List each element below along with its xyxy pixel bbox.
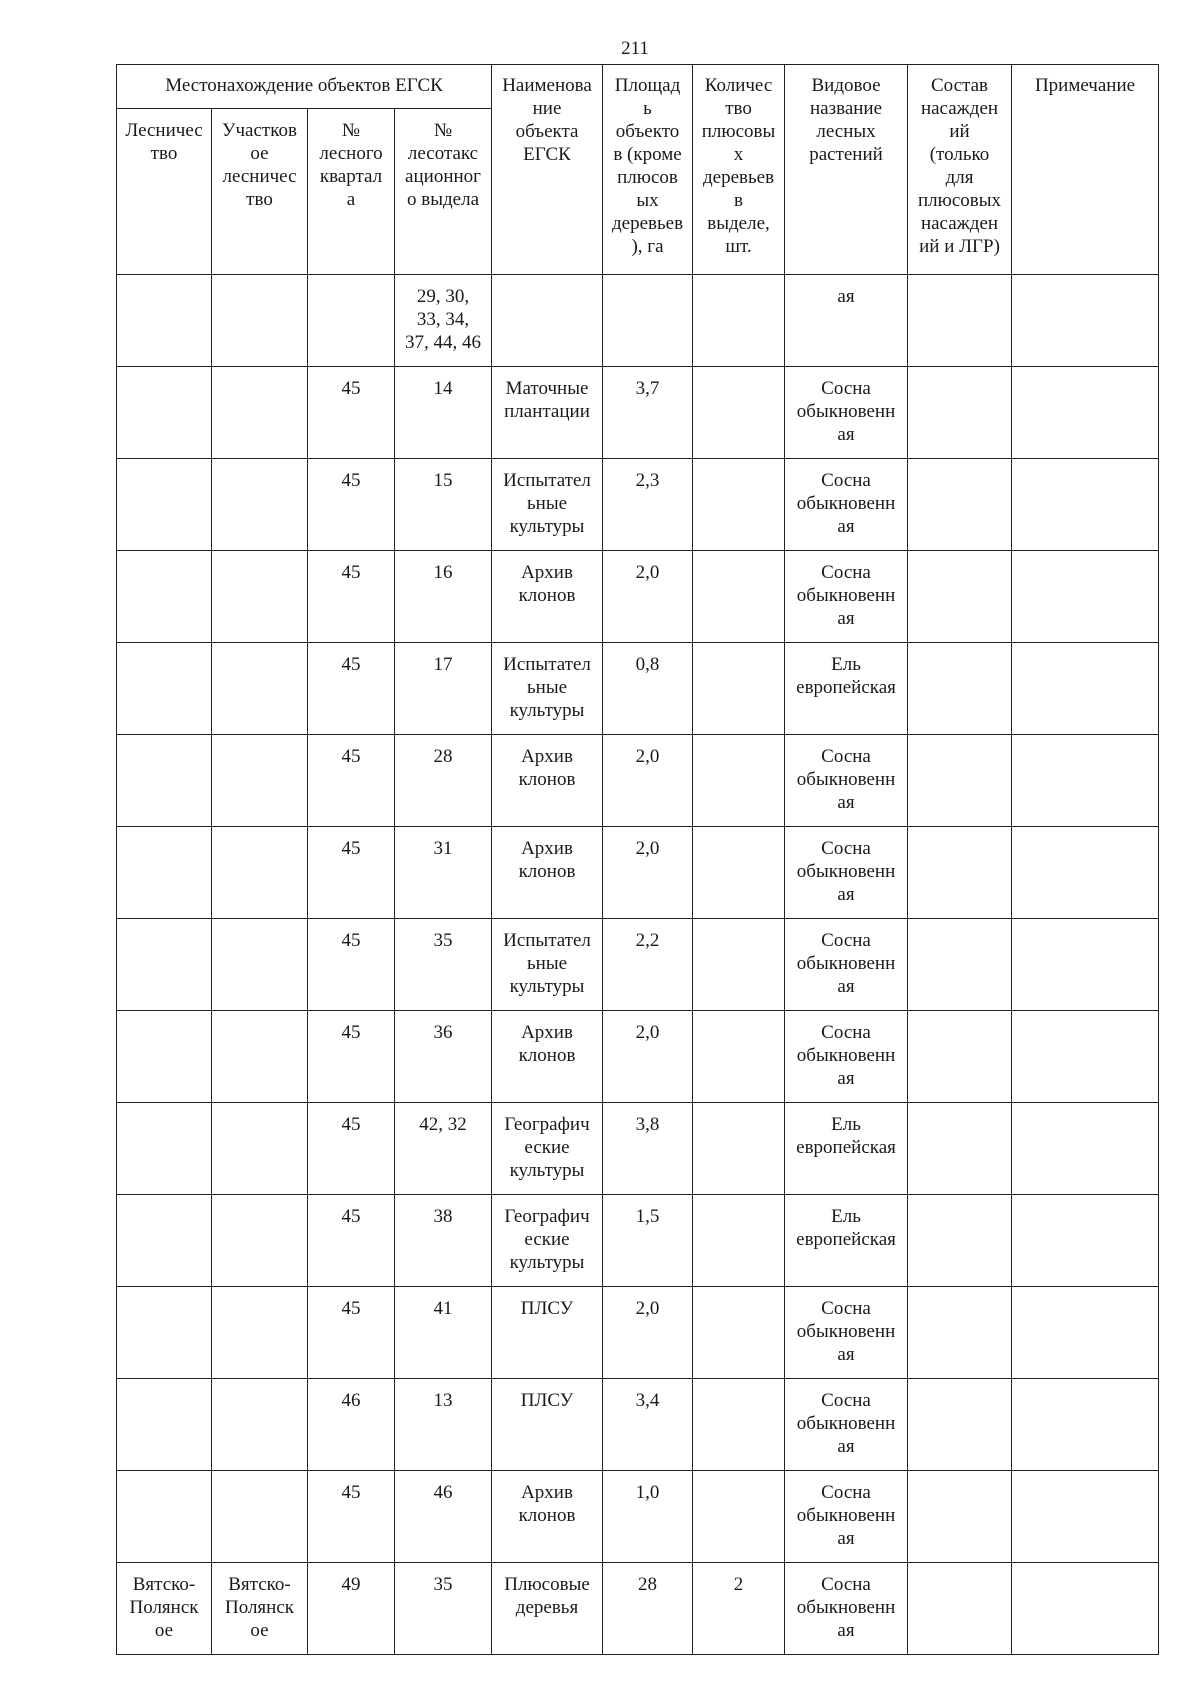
cell-species: ая xyxy=(785,275,908,367)
cell-composition xyxy=(908,735,1012,827)
cell-species: Сосна обыкновенн ая xyxy=(785,827,908,919)
header-object-name: Наименова ние объекта ЕГСК xyxy=(492,65,603,275)
cell-composition xyxy=(908,1471,1012,1563)
cell-quarter-number: 45 xyxy=(308,643,395,735)
cell-district-forestry xyxy=(212,735,308,827)
cell-allotment-number: 17 xyxy=(395,643,492,735)
table-row xyxy=(117,1195,1159,1287)
cell-note xyxy=(1012,735,1159,827)
cell-object-name: Географич еские культуры xyxy=(492,1195,603,1287)
cell-species: Сосна обыкновенн ая xyxy=(785,551,908,643)
cell-note xyxy=(1012,459,1159,551)
cell-species: Сосна обыкновенн ая xyxy=(785,1379,908,1471)
cell-area: 3,4 xyxy=(603,1379,693,1471)
cell-note xyxy=(1012,1379,1159,1471)
cell-plus-tree-count xyxy=(693,1195,785,1287)
cell-species: Сосна обыкновенн ая xyxy=(785,459,908,551)
cell-quarter-number: 45 xyxy=(308,1103,395,1195)
cell-species: Сосна обыкновенн ая xyxy=(785,1563,908,1655)
cell-note xyxy=(1012,275,1159,367)
cell-object-name: Географич еские культуры xyxy=(492,1103,603,1195)
cell-object-name: Архив клонов xyxy=(492,1011,603,1103)
cell-quarter-number: 45 xyxy=(308,459,395,551)
cell-area: 2,0 xyxy=(603,1287,693,1379)
cell-plus-tree-count xyxy=(693,1379,785,1471)
cell-plus-tree-count xyxy=(693,459,785,551)
cell-forestry xyxy=(117,367,212,459)
cell-composition xyxy=(908,1287,1012,1379)
cell-area: 2,3 xyxy=(603,459,693,551)
cell-note xyxy=(1012,551,1159,643)
cell-quarter-number: 45 xyxy=(308,1287,395,1379)
cell-composition xyxy=(908,551,1012,643)
cell-composition xyxy=(908,1563,1012,1655)
cell-area: 1,0 xyxy=(603,1471,693,1563)
cell-allotment-number: 14 xyxy=(395,367,492,459)
cell-district-forestry xyxy=(212,551,308,643)
cell-forestry: Вятско- Полянск ое xyxy=(117,1563,212,1655)
cell-species: Сосна обыкновенн ая xyxy=(785,1471,908,1563)
header-note: Примечание xyxy=(1012,65,1159,275)
cell-quarter-number: 45 xyxy=(308,1011,395,1103)
cell-note xyxy=(1012,919,1159,1011)
table-row xyxy=(117,1103,1159,1195)
header-area: Площад ь объекто в (кроме плюсов ых деревьев ), га xyxy=(603,65,693,275)
cell-area: 3,8 xyxy=(603,1103,693,1195)
header-forestry: Лесничес тво xyxy=(117,109,212,275)
table-row xyxy=(117,1379,1159,1471)
cell-note xyxy=(1012,643,1159,735)
cell-district-forestry xyxy=(212,1471,308,1563)
cell-object-name: ПЛСУ xyxy=(492,1287,603,1379)
cell-area: 2,0 xyxy=(603,1011,693,1103)
cell-composition xyxy=(908,1011,1012,1103)
cell-object-name: Архив клонов xyxy=(492,1471,603,1563)
cell-allotment-number: 31 xyxy=(395,827,492,919)
table-row xyxy=(117,919,1159,1011)
cell-forestry xyxy=(117,919,212,1011)
cell-plus-tree-count xyxy=(693,919,785,1011)
cell-area: 2,0 xyxy=(603,551,693,643)
cell-plus-tree-count xyxy=(693,1011,785,1103)
cell-quarter-number: 45 xyxy=(308,551,395,643)
cell-object-name: Маточные плантации xyxy=(492,367,603,459)
cell-forestry xyxy=(117,551,212,643)
cell-area: 0,8 xyxy=(603,643,693,735)
cell-district-forestry xyxy=(212,827,308,919)
cell-allotment-number: 35 xyxy=(395,1563,492,1655)
page-number: 211 xyxy=(621,38,649,59)
cell-object-name: Плюсовые деревья xyxy=(492,1563,603,1655)
cell-area: 3,7 xyxy=(603,367,693,459)
cell-allotment-number: 42, 32 xyxy=(395,1103,492,1195)
cell-species: Сосна обыкновенн ая xyxy=(785,1011,908,1103)
cell-district-forestry xyxy=(212,643,308,735)
header-species: Видовое название лесных растений xyxy=(785,65,908,275)
cell-composition xyxy=(908,919,1012,1011)
cell-forestry xyxy=(117,1471,212,1563)
cell-quarter-number: 45 xyxy=(308,1471,395,1563)
table-row xyxy=(117,1011,1159,1103)
cell-species: Сосна обыкновенн ая xyxy=(785,735,908,827)
cell-plus-tree-count xyxy=(693,275,785,367)
cell-allotment-number: 13 xyxy=(395,1379,492,1471)
cell-object-name: Испытател ьные культуры xyxy=(492,459,603,551)
cell-area xyxy=(603,275,693,367)
cell-area: 2,0 xyxy=(603,827,693,919)
cell-forestry xyxy=(117,1287,212,1379)
cell-district-forestry xyxy=(212,919,308,1011)
cell-species: Ель европейская xyxy=(785,643,908,735)
header-plus-tree-count: Количес тво плюсовы х деревьев в выделе, шт. xyxy=(693,65,785,275)
cell-species: Сосна обыкновенн ая xyxy=(785,919,908,1011)
cell-forestry xyxy=(117,459,212,551)
cell-note xyxy=(1012,1287,1159,1379)
cell-quarter-number: 45 xyxy=(308,735,395,827)
cell-area: 2,0 xyxy=(603,735,693,827)
cell-allotment-number: 41 xyxy=(395,1287,492,1379)
cell-allotment-number: 36 xyxy=(395,1011,492,1103)
cell-forestry xyxy=(117,643,212,735)
table-row xyxy=(117,1287,1159,1379)
cell-note xyxy=(1012,367,1159,459)
egsk-objects-table xyxy=(116,64,1159,1655)
table-row xyxy=(117,735,1159,827)
cell-district-forestry xyxy=(212,1103,308,1195)
cell-district-forestry xyxy=(212,1287,308,1379)
cell-object-name: Архив клонов xyxy=(492,551,603,643)
cell-district-forestry xyxy=(212,367,308,459)
cell-composition xyxy=(908,1195,1012,1287)
cell-note xyxy=(1012,1011,1159,1103)
cell-area: 2,2 xyxy=(603,919,693,1011)
cell-forestry xyxy=(117,735,212,827)
cell-district-forestry xyxy=(212,459,308,551)
cell-composition xyxy=(908,643,1012,735)
table-row xyxy=(117,1471,1159,1563)
cell-species: Ель европейская xyxy=(785,1103,908,1195)
cell-composition xyxy=(908,1103,1012,1195)
cell-object-name xyxy=(492,275,603,367)
cell-object-name: Архив клонов xyxy=(492,735,603,827)
cell-allotment-number: 28 xyxy=(395,735,492,827)
table-body xyxy=(117,275,1159,1655)
cell-allotment-number: 15 xyxy=(395,459,492,551)
cell-plus-tree-count xyxy=(693,367,785,459)
cell-district-forestry: Вятско- Полянск ое xyxy=(212,1563,308,1655)
cell-quarter-number: 49 xyxy=(308,1563,395,1655)
table-row xyxy=(117,459,1159,551)
cell-allotment-number: 35 xyxy=(395,919,492,1011)
cell-note xyxy=(1012,1563,1159,1655)
table-row xyxy=(117,551,1159,643)
table-row xyxy=(117,367,1159,459)
cell-composition xyxy=(908,1379,1012,1471)
cell-composition xyxy=(908,275,1012,367)
cell-district-forestry xyxy=(212,275,308,367)
cell-forestry xyxy=(117,275,212,367)
cell-plus-tree-count xyxy=(693,1103,785,1195)
cell-forestry xyxy=(117,1011,212,1103)
cell-note xyxy=(1012,827,1159,919)
cell-area: 28 xyxy=(603,1563,693,1655)
header-composition: Состав насажден ий (только для плюсовых насажден ий и ЛГР) xyxy=(908,65,1012,275)
cell-object-name: Архив клонов xyxy=(492,827,603,919)
cell-species: Сосна обыкновенн ая xyxy=(785,1287,908,1379)
header-district-forestry: Участков ое лесничес тво xyxy=(212,109,308,275)
cell-forestry xyxy=(117,827,212,919)
cell-allotment-number: 46 xyxy=(395,1471,492,1563)
cell-object-name: ПЛСУ xyxy=(492,1379,603,1471)
cell-quarter-number: 45 xyxy=(308,1195,395,1287)
cell-object-name: Испытател ьные культуры xyxy=(492,643,603,735)
cell-forestry xyxy=(117,1379,212,1471)
cell-plus-tree-count xyxy=(693,643,785,735)
table-row xyxy=(117,827,1159,919)
cell-composition xyxy=(908,367,1012,459)
cell-plus-tree-count xyxy=(693,1471,785,1563)
cell-composition xyxy=(908,827,1012,919)
cell-note xyxy=(1012,1471,1159,1563)
cell-allotment-number: 16 xyxy=(395,551,492,643)
table-row xyxy=(117,275,1159,367)
cell-plus-tree-count xyxy=(693,1287,785,1379)
cell-district-forestry xyxy=(212,1195,308,1287)
cell-allotment-number: 29, 30, 33, 34, 37, 44, 46 xyxy=(395,275,492,367)
cell-forestry xyxy=(117,1103,212,1195)
cell-quarter-number: 45 xyxy=(308,919,395,1011)
table-row xyxy=(117,1563,1159,1655)
table-row xyxy=(117,643,1159,735)
cell-quarter-number: 45 xyxy=(308,367,395,459)
cell-species: Ель европейская xyxy=(785,1195,908,1287)
cell-allotment-number: 38 xyxy=(395,1195,492,1287)
header-location-group: Местонахождение объектов ЕГСК xyxy=(117,65,492,109)
cell-object-name: Испытател ьные культуры xyxy=(492,919,603,1011)
cell-note xyxy=(1012,1103,1159,1195)
table-header xyxy=(117,65,1159,275)
cell-district-forestry xyxy=(212,1011,308,1103)
cell-plus-tree-count xyxy=(693,735,785,827)
cell-species: Сосна обыкновенн ая xyxy=(785,367,908,459)
cell-quarter-number: 46 xyxy=(308,1379,395,1471)
cell-plus-tree-count: 2 xyxy=(693,1563,785,1655)
cell-composition xyxy=(908,459,1012,551)
header-quarter-number: № лесного квартал а xyxy=(308,109,395,275)
cell-district-forestry xyxy=(212,1379,308,1471)
cell-quarter-number xyxy=(308,275,395,367)
cell-note xyxy=(1012,1195,1159,1287)
cell-quarter-number: 45 xyxy=(308,827,395,919)
cell-area: 1,5 xyxy=(603,1195,693,1287)
header-allotment-number: № лесотакс ационног о выдела xyxy=(395,109,492,275)
cell-forestry xyxy=(117,1195,212,1287)
cell-plus-tree-count xyxy=(693,827,785,919)
cell-plus-tree-count xyxy=(693,551,785,643)
